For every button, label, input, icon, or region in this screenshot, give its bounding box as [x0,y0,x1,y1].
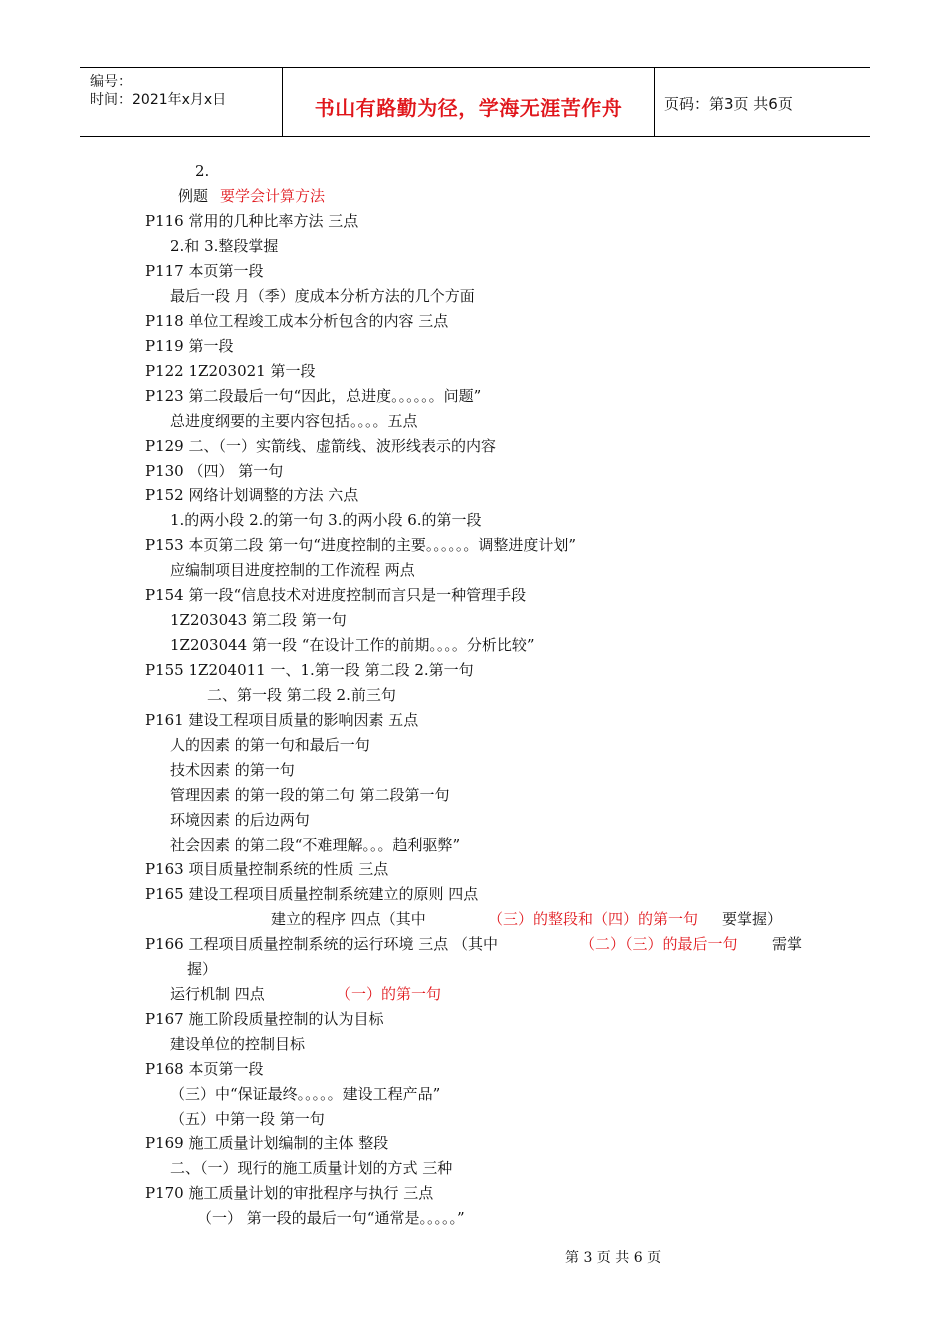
text-line: P170 施工质量计划的审批程序与执行 三点 [145,1184,434,1202]
text-line: （五）中第一段 第一句 [170,1110,325,1128]
text-line: 2.和 3.整段掌握 [170,237,279,255]
time-label: 时间：2021年x月x日 [90,92,227,108]
text-line: P165 建设工程项目质量控制系统建立的原则 四点 [145,885,479,903]
text-line: P153 本页第二段 第一句“进度控制的主要。。。。。。调整进度计划” [145,536,577,554]
text-line: 1.的两小段 2.的第一句 3.的两小段 6.的第一段 [170,511,482,529]
header-motto-cell [283,68,655,136]
text-line: 最后一段 月（季）度成本分析方法的几个方面 [170,287,475,305]
text-line-highlight: （三）的整段和（四）的第一句 [488,910,699,928]
text-line: 1Z203043 第二段 第一句 [170,611,347,629]
text-line: 社会因素 的第二段“不难理解。。。趋利驱弊” [170,836,461,854]
header-info-cell [80,68,283,136]
text-line: （三）中“保证最终。。。。。建设工程产品” [170,1085,441,1103]
text-line: P129 二、（一）实箭线、虚箭线、波形线表示的内容 [145,437,496,455]
text-line: 1Z203044 第一段 “在设计工作的前期。。。。分析比较” [170,636,535,654]
text-line: 技术因素 的第一句 [170,761,295,779]
text-line: 总进度纲要的主要内容包括。。。。五点 [170,412,418,430]
text-line: 二、（一）现行的施工质量计划的方式 三种 [170,1159,453,1177]
motto-text: 书山有路勤为径，学海无涯苦作舟 [314,96,623,120]
number-label: 编号： [90,74,132,90]
text-line: P122 1Z203021 第一段 [145,362,316,380]
page-footer: 第 3 页 共 6 页 [565,1250,662,1266]
text-line: （一） 第一段的最后一句“通常是。。。。。” [197,1209,465,1227]
text-line: 应编制项目进度控制的工作流程 两点 [170,561,415,579]
text-line: P168 本页第一段 [145,1060,264,1078]
text-line: P161 建设工程项目质量的影响因素 五点 [145,711,419,729]
text-line-highlight: （一）的第一句 [336,985,442,1003]
text-line: P117 本页第一段 [145,262,264,280]
text-line: P154 第一段“信息技术对进度控制而言只是一种管理手段 [145,586,527,604]
page-header [80,67,870,137]
text-line: 握） [187,960,218,978]
text-line: 2. [195,162,210,180]
text-line: P167 施工阶段质量控制的认为目标 [145,1010,384,1028]
text-line: P119 第一段 [145,337,234,355]
text-line: 环境因素 的后边两句 [170,811,310,829]
text-line: P152 网络计划调整的方法 六点 [145,486,359,504]
text-line: P118 单位工程竣工成本分析包含的内容 三点 [145,312,449,330]
text-line: P169 施工质量计划编制的主体 整段 [145,1134,389,1152]
text-line: P123 第二段最后一句“因此，总进度。。。。。。问题” [145,387,482,405]
text-line: 人的因素 的第一句和最后一句 [170,736,370,754]
header-page-cell [655,68,870,136]
text-line: 例题 [178,187,209,205]
text-line: P130 （四） 第一句 [145,462,284,480]
text-line: P155 1Z204011 一、1.第一段 第二段 2.第一句 [145,661,474,679]
text-line-highlight: 要学会计算方法 [220,187,326,205]
text-line: 要掌握） [722,910,783,928]
page-number-label: 页码：第3页 共6页 [664,95,793,113]
text-line: 管理因素 的第一段的第二句 第二段第一句 [170,786,450,804]
text-line: P116 常用的几种比率方法 三点 [145,212,359,230]
text-line: 二、第一段 第二段 2.前三句 [207,686,396,704]
text-line: P166 工程项目质量控制系统的运行环境 三点 （其中 [145,935,499,953]
text-line-highlight: （二）（三）的最后一句 [580,935,738,953]
text-line: 建立的程序 四点（其中 [271,910,426,928]
text-line: 建设单位的控制目标 [170,1035,306,1053]
text-line: 需掌 [772,935,803,953]
text-line: 运行机制 四点 [170,985,265,1003]
text-line: P163 项目质量控制系统的性质 三点 [145,860,389,878]
